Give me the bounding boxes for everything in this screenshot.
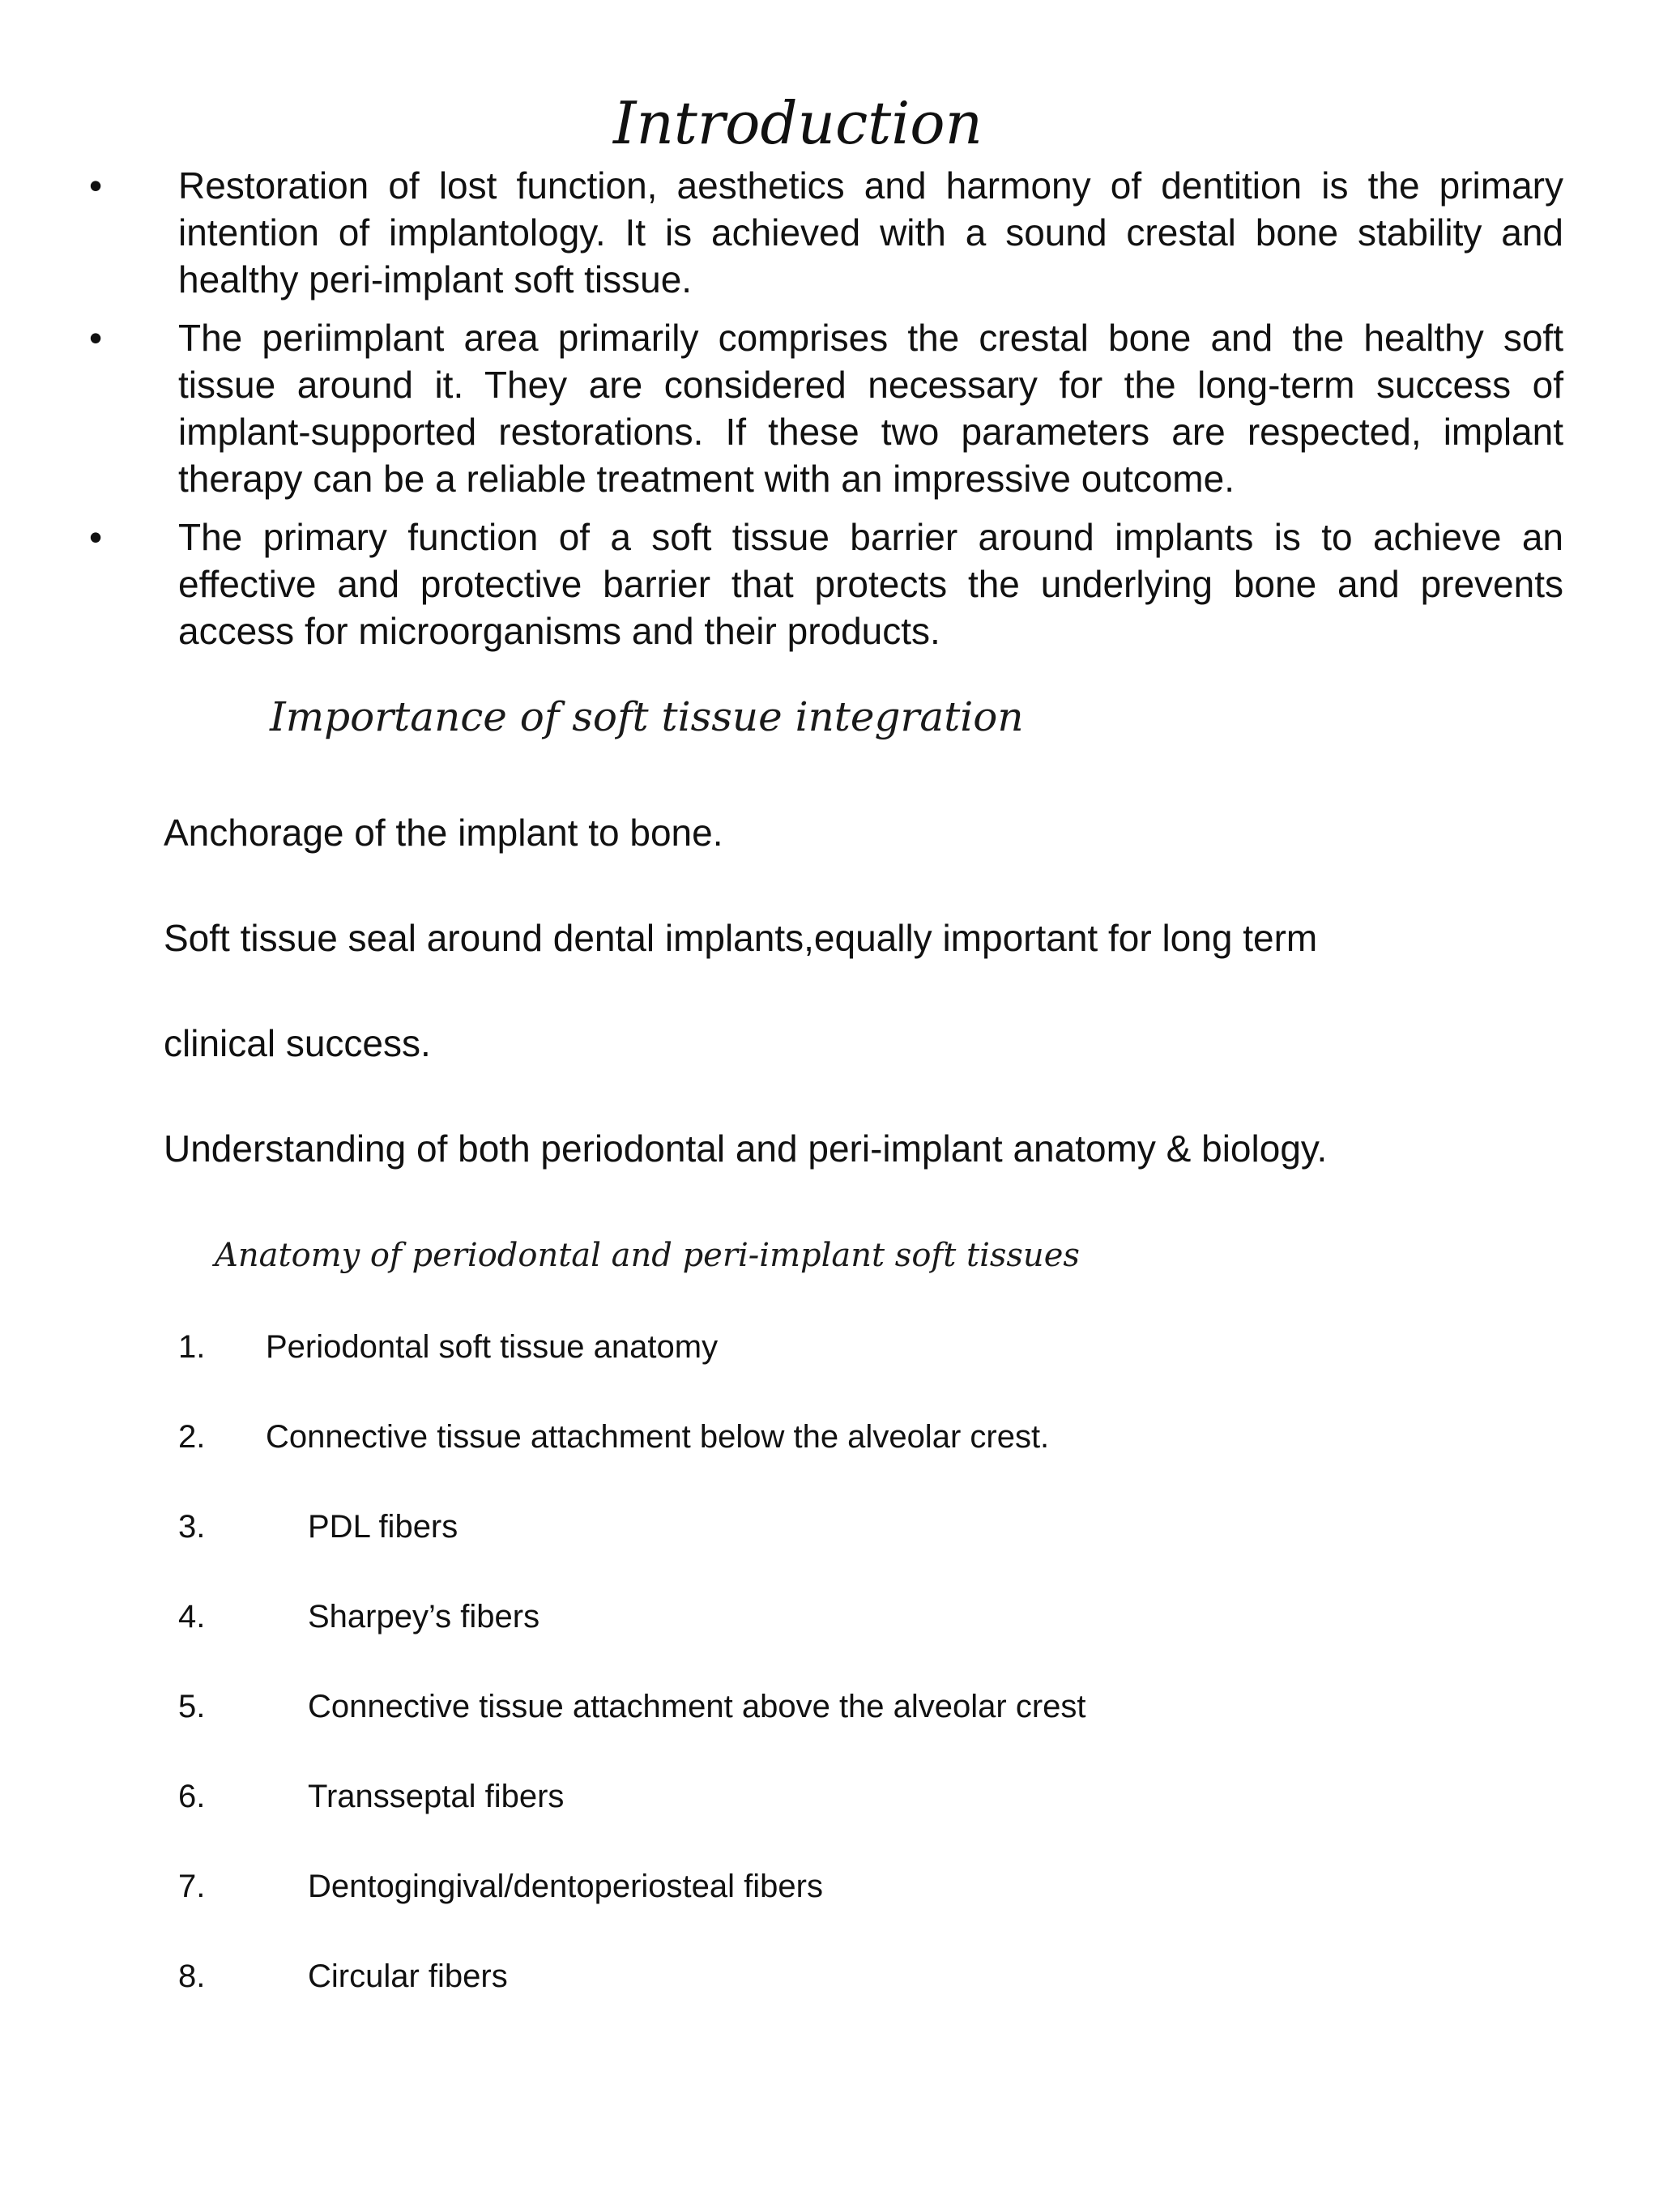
bullet-text: Restoration of lost function, aesthetics and harmony of dentition is the primary intention of implantology. It is achieved with a sound crestal bone stability and healthy peri-implant soft tissue. (178, 164, 1563, 300)
list-number: 5. (178, 1689, 206, 1724)
list-number: 3. (178, 1509, 206, 1545)
bullet-item (89, 314, 1563, 502)
anatomy-heading: Anatomy of periodontal and peri-implant soft tissues (215, 1237, 1080, 1274)
page-title: Introduction (613, 89, 983, 157)
list-item-text: Transseptal fibers (308, 1779, 565, 1814)
bullet-text: The primary function of a soft tissue barrier around implants is to achieve an effective and protective barrier that protects the underlying bone and prevents access for microorganisms and their products. (178, 516, 1563, 652)
bullet-text: The periimplant area primarily comprises the crestal bone and the healthy soft tissue around it. They are considered necessary for the long-term success of implant-supported restorations. If these two parameters are respected, implant therapy can be a reliable treatment with an impressive outcome. (178, 317, 1563, 500)
importance-line: Understanding of both periodontal and peri-implant anatomy & biology. (164, 1127, 1328, 1170)
bullet-item (89, 514, 1563, 654)
intro-bullet-list (89, 162, 1563, 666)
bullet-item (89, 162, 1563, 303)
bullet-marker: • (89, 317, 103, 359)
importance-line: Soft tissue seal around dental implants,equally important for long term (164, 917, 1318, 959)
list-item-text: Connective tissue attachment below the alveolar crest. (266, 1419, 1050, 1455)
importance-line: clinical success. (164, 1022, 431, 1064)
list-item-text: Periodontal soft tissue anatomy (266, 1329, 719, 1365)
list-number: 4. (178, 1599, 206, 1634)
importance-heading: Importance of soft tissue integration (270, 693, 1024, 740)
bullet-marker: • (89, 516, 103, 558)
list-item-text: Connective tissue attachment above the alveolar crest (308, 1689, 1086, 1724)
list-item-text: PDL fibers (308, 1509, 458, 1545)
list-number: 1. (178, 1329, 206, 1365)
list-item-text: Sharpey’s fibers (308, 1599, 540, 1634)
list-number: 7. (178, 1869, 206, 1904)
bullet-marker: • (89, 164, 103, 207)
list-number: 8. (178, 1958, 206, 1994)
importance-line: Anchorage of the implant to bone. (164, 812, 723, 854)
list-item-text: Circular fibers (308, 1958, 508, 1994)
list-number: 2. (178, 1419, 206, 1455)
list-item-text: Dentogingival/dentoperiosteal fibers (308, 1869, 823, 1904)
list-number: 6. (178, 1779, 206, 1814)
